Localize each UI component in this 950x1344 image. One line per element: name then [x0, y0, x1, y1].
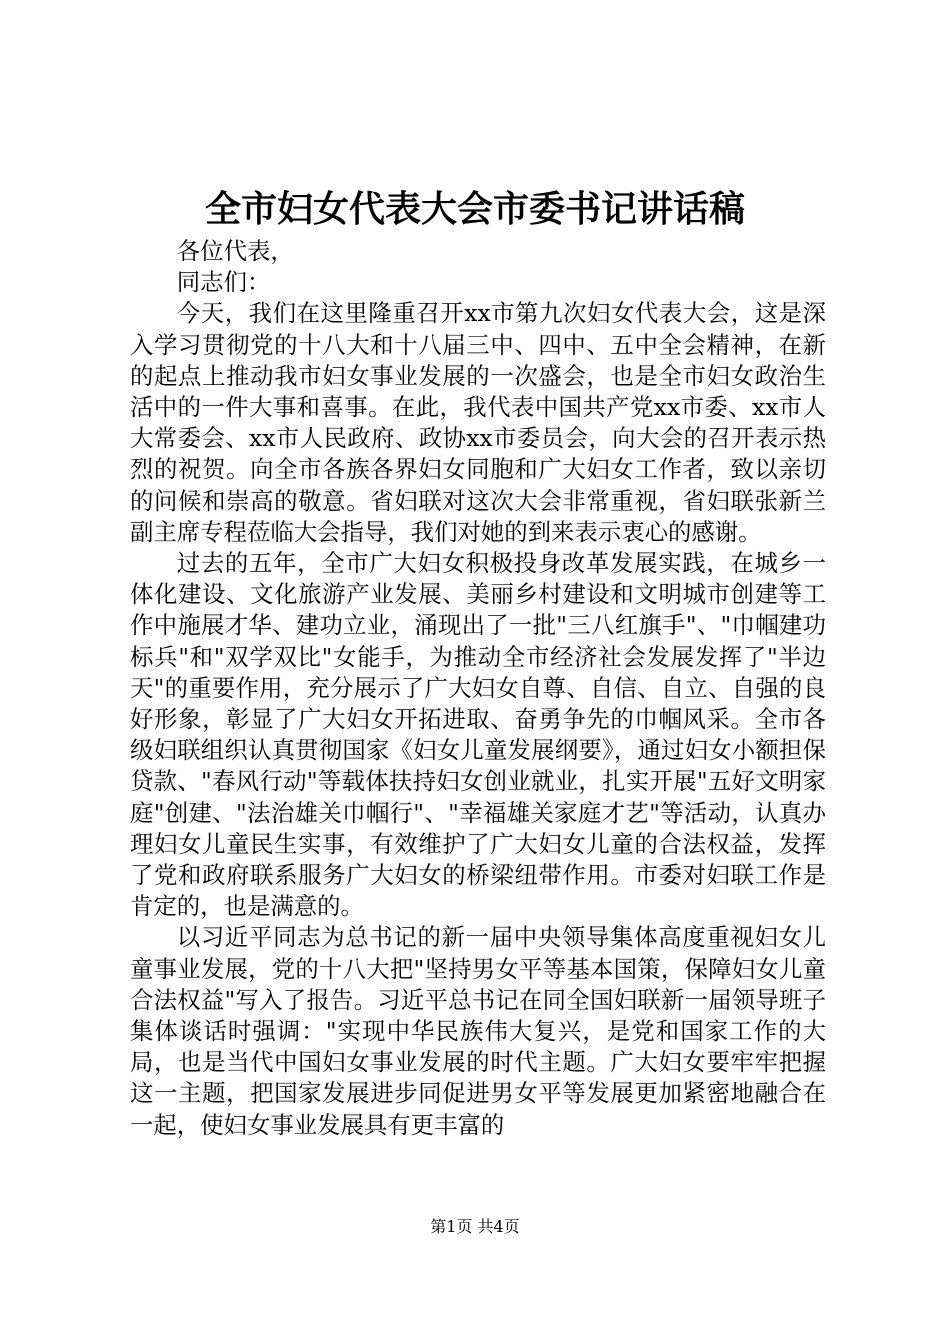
paragraph-central-leadership: 以习近平同志为总书记的新一届中央领导集体高度重视妇女儿童事业发展，党的十八大把"坚持男女平等基本国策，保障妇女儿童合法权益"写入了报告。习近平总书记在同全国妇联新一届领导班子集体谈话时强调："实现中华民族伟大复兴，是党和国家工作的大局，也是当代中国妇女事业发展的时代主题。广大妇女要牢牢把握这一主题，把国家发展进步同促进男女平等发展更加紧密地融合在一起，使妇女事业发展具有更丰富的: [130, 923, 826, 1139]
document-title: 全市妇女代表大会市委书记讲话稿: [204, 188, 745, 230]
paragraph-past-five-years: 过去的五年，全市广大妇女积极投身改革发展实践，在城乡一体化建设、文化旅游产业发展、美丽乡村建设和文明城市创建等工作中施展才华、建功立业，涌现出了一批"三八红旗手"、"巾帼建功标兵"和"双学双比"女能手，为推动全市经济社会发展发挥了"半边天"的重要作用，充分展示了广大妇女自尊、自信、自立、自强的良好形象，彰显了广大妇女开拓进取、奋勇争先的巾帼风采。全市各级妇联组织认真贯彻国家《妇女儿童发展纲要》，通过妇女小额担保贷款、"春风行动"等载体扶持妇女创业就业，扎实开展"五好文明家庭"创建、"法治雄关巾帼行"、"幸福雄关家庭才艺"等活动，认真办理妇女儿童民生实事，有效维护了广大妇女儿童的合法权益，发挥了党和政府联系服务广大妇女的桥梁纽带作用。市委对妇联工作是肯定的，也是满意的。: [130, 549, 826, 921]
paragraph-opening: 今天，我们在这里隆重召开xx市第九次妇女代表大会，这是深入学习贯彻党的十八大和十八届三中、四中、五中全会精神，在新的起点上推动我市妇女事业发展的一次盛会，也是全市妇女政治生活中的一件大事和喜事。在此，我代表中国共产党xx市委、xx市人大常委会、xx市人民政府、政协xx市委员会，向大会的召开表示热烈的祝贺。向全市各族各界妇女同胞和广大妇女工作者，致以亲切的问候和崇高的敬意。省妇联对这次大会非常重视，省妇联张新兰副主席专程莅临大会指导，我们对她的到来表示衷心的感谢。: [130, 299, 826, 546]
document-body: [130, 236, 826, 1141]
salutation-comrades: 同志们：: [176, 268, 271, 297]
page-number-footer: 第1页 共4页: [430, 1217, 520, 1236]
salutation-delegates: 各位代表，: [176, 237, 294, 265]
